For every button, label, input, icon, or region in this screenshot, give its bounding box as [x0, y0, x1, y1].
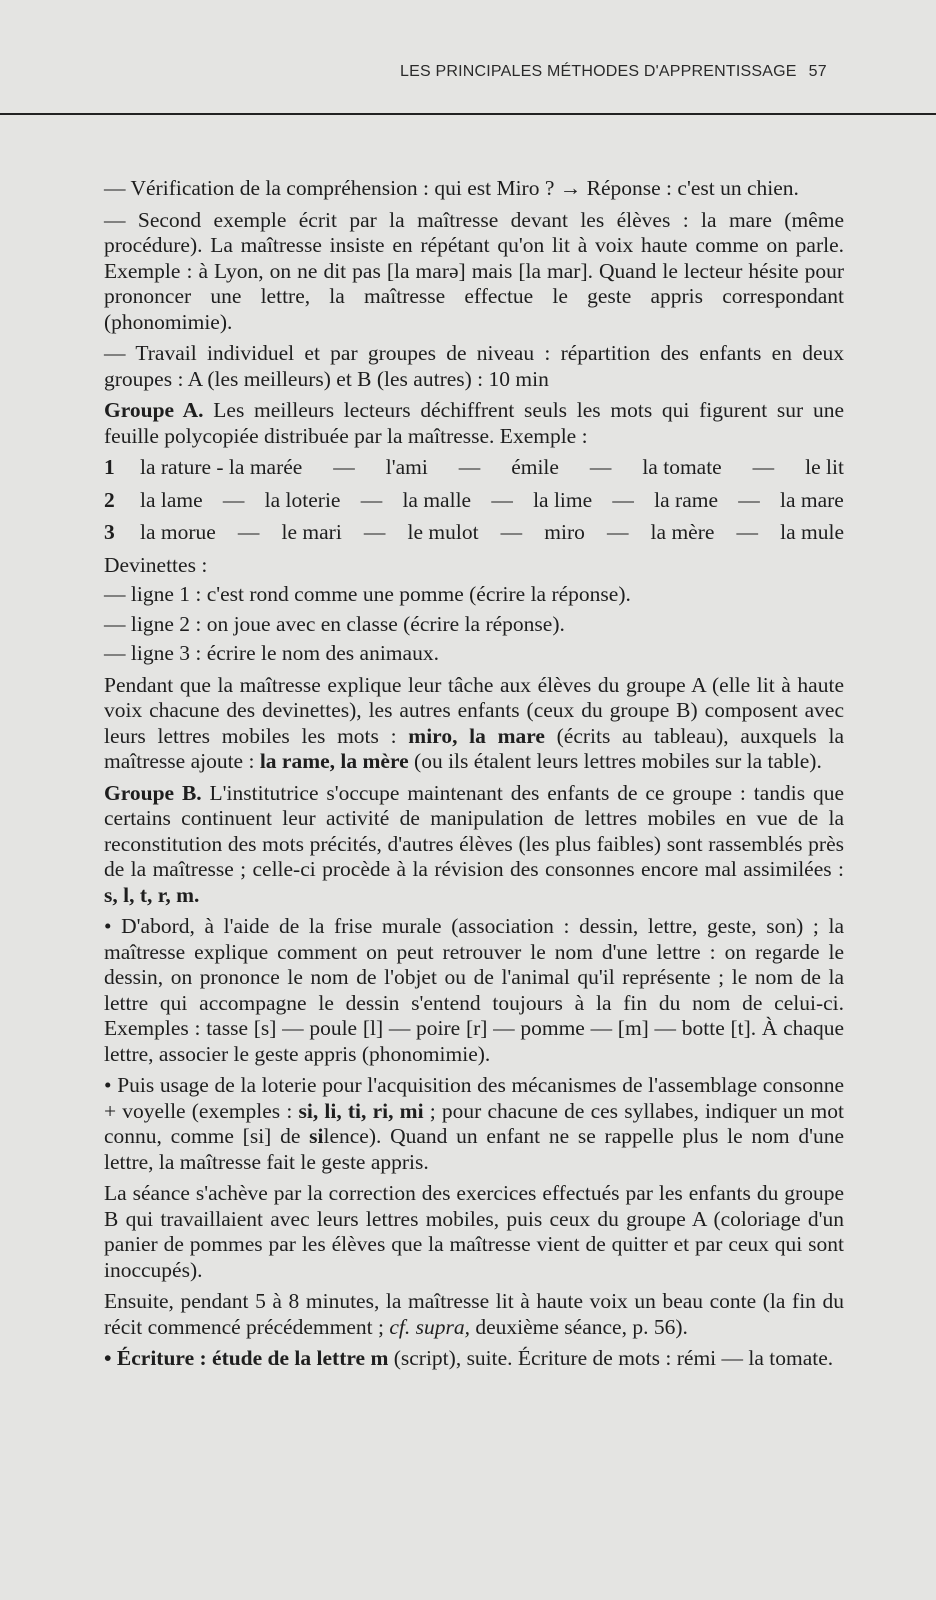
text: (écrits au tableau), auxquels la maîtresse ajoute :	[104, 723, 844, 773]
page-number: 57	[808, 63, 827, 80]
word-item: la lime	[533, 487, 593, 512]
groupe-b-paragraph	[104, 781, 844, 909]
list-number: 1	[104, 455, 115, 479]
word-item: —	[333, 455, 355, 479]
word-item: —	[222, 487, 245, 512]
word-item: le mari	[281, 520, 342, 544]
bold-text: la rame, la mère	[259, 749, 409, 773]
word-item: la malle	[402, 487, 472, 512]
word-item: —	[589, 455, 612, 479]
text: (ou ils étalent leurs lettres mobiles sur la table).	[408, 749, 822, 773]
word-item: l'ami	[385, 455, 428, 479]
word-item: le mulot	[407, 520, 479, 544]
running-header	[400, 63, 827, 81]
text: L'institutrice s'occupe maintenant des enfants de ce groupe : tandis que certains continuent leur activité de manipulation de lettres mobiles en vue de la reconstitution des mots précités, d'autres élèves (les plus faibles) sont rassemblés près de la maîtresse ; celle-ci procède à la révision des consonnes encore mal assimilées :	[104, 780, 844, 881]
word-item: —	[458, 455, 481, 479]
text: Ensuite, pendant 5 à 8 minutes, la maîtresse lit à haute voix un beau conte (la fin du récit commencé précédemment ;	[104, 1289, 844, 1339]
bold-text: si	[309, 1124, 324, 1148]
groupe-a-text: Les meilleurs lecteurs déchiffrent seuls les mots qui figurent sur une feuille polycopiée distribuée par la maîtresse. Exemple :	[104, 398, 844, 448]
word-item: la mare	[779, 487, 844, 512]
text: deuxième séance, p. 56).	[469, 1314, 688, 1339]
word-item: —	[736, 520, 759, 544]
word-item: —	[360, 487, 383, 512]
word-item: —	[363, 520, 386, 544]
text: lence). Quand un enfant ne se rappelle plus le nom d'une lettre, la maîtresse fait le geste appris.	[104, 1124, 844, 1174]
word-lists	[104, 455, 844, 546]
word-item: —	[500, 520, 523, 544]
bold-text: miro, la mare	[408, 723, 545, 748]
word-list-items	[140, 455, 844, 481]
bold-text: si, li, ti, ri, mi	[298, 1098, 424, 1123]
header-title: LES PRINCIPALES MÉTHODES D'APPRENTISSAGE	[400, 63, 797, 80]
bullet-paragraph	[104, 1346, 844, 1372]
word-item: —	[237, 520, 260, 544]
word-item: la mule	[780, 520, 844, 544]
paragraph: — Vérification de la compréhension : qui est Miro ? → Réponse : c'est un chien.	[104, 176, 799, 200]
word-item: —	[738, 487, 760, 512]
bullet-paragraph: • D'abord, à l'aide de la frise murale (association : dessin, lettre, geste, son) ; la maîtresse explique comment on peut retrouver le nom d'une lettre : on regarde le dessin, on prononce le nom de l'objet ou de l'animal qu'il représente ; le nom de la lettre qui accompagne le dessin s'entend toujours à la fin du nom de celui-ci. Exemples : tasse [s] — poule [l] — poire [r] — pomme — [m] — botte [t]. À chaque lettre, associer le geste appris (phonomimie).	[104, 914, 844, 1066]
italic-text: cf. supra,	[389, 1314, 470, 1339]
devinette-line: — ligne 1 : c'est rond comme une pomme (écrire la réponse).	[104, 582, 631, 606]
word-item: miro	[544, 520, 585, 544]
word-item: émile	[511, 455, 559, 479]
word-item: la tomate	[642, 455, 722, 479]
word-list-row	[104, 455, 844, 481]
paragraph: — Second exemple écrit par la maîtresse devant les élèves : la mare (même procédure). La maîtresse insiste en répétant qu'on lit à voix haute comme on parle. Exemple : à Lyon, on ne dit pas [la marə] mais [la mar]. Quand le lecteur hésite pour prononcer une lettre, la maîtresse effectue le geste appris correspondant (phonomimie).	[104, 207, 844, 334]
devinette-line: — ligne 3 : écrire le nom des animaux.	[104, 641, 439, 665]
page-body	[104, 176, 844, 1378]
text: • Puis usage de la loterie pour l'acquisition des mécanismes de l'assemblage consonne + voyelle (exemples :	[104, 1073, 844, 1123]
paragraph	[104, 1289, 844, 1340]
devinette-line: — ligne 2 : on joue avec en classe (écrire la réponse).	[104, 611, 565, 636]
word-item: —	[612, 487, 634, 512]
groupe-a-paragraph	[104, 398, 844, 449]
groupe-a-label: Groupe A.	[104, 398, 204, 422]
word-item: la mère	[650, 520, 715, 544]
list-number: 2	[104, 487, 115, 512]
groupe-b-label: Groupe B.	[104, 780, 202, 805]
word-list-row	[104, 520, 844, 546]
paragraph: — Travail individuel et par groupes de niveau : répartition des enfants en deux groupes : A (les meilleurs) et B (les autres) : 10 min	[104, 341, 844, 391]
word-list-items	[140, 488, 844, 514]
text: ; pour chacune de ces syllabes, indiquer un mot connu, comme [si] de	[104, 1098, 844, 1148]
word-item: la lame	[140, 487, 203, 512]
word-item: —	[752, 455, 775, 479]
devinettes-label: Devinettes :	[104, 552, 208, 577]
paragraph	[104, 673, 844, 775]
text: Pendant que la maîtresse explique leur tâche aux élèves du groupe A (elle lit à haute voix chacune des devinettes), les autres enfants (ceux du groupe B) composent avec leurs lettres mobiles les mots :	[104, 672, 844, 748]
bold-text: • Écriture : étude de la lettre m	[104, 1346, 389, 1370]
text: (script), suite. Écriture de mots : rémi — la tomate.	[388, 1346, 834, 1370]
word-item: —	[491, 487, 513, 512]
word-item: la rature - la marée	[140, 455, 303, 479]
list-number: 3	[104, 520, 115, 544]
header-rule	[0, 113, 936, 115]
word-item: la loterie	[264, 487, 341, 512]
paragraph: La séance s'achève par la correction des exercices effectués par les enfants du groupe B qui travaillaient avec leurs lettres mobiles, puis ceux du groupe A (coloriage d'un panier de pommes par les élèves que la maîtresse vient de quitter et par ceux qui sont inoccupés).	[104, 1181, 844, 1282]
word-item: la morue	[140, 520, 216, 544]
word-list-items	[140, 520, 844, 546]
word-list-row	[104, 488, 844, 514]
word-item: la rame	[654, 487, 719, 512]
word-item: —	[606, 520, 629, 544]
bullet-paragraph	[104, 1073, 844, 1175]
bold-text: s, l, t, r, m.	[104, 882, 200, 907]
word-item: le lit	[805, 455, 844, 479]
